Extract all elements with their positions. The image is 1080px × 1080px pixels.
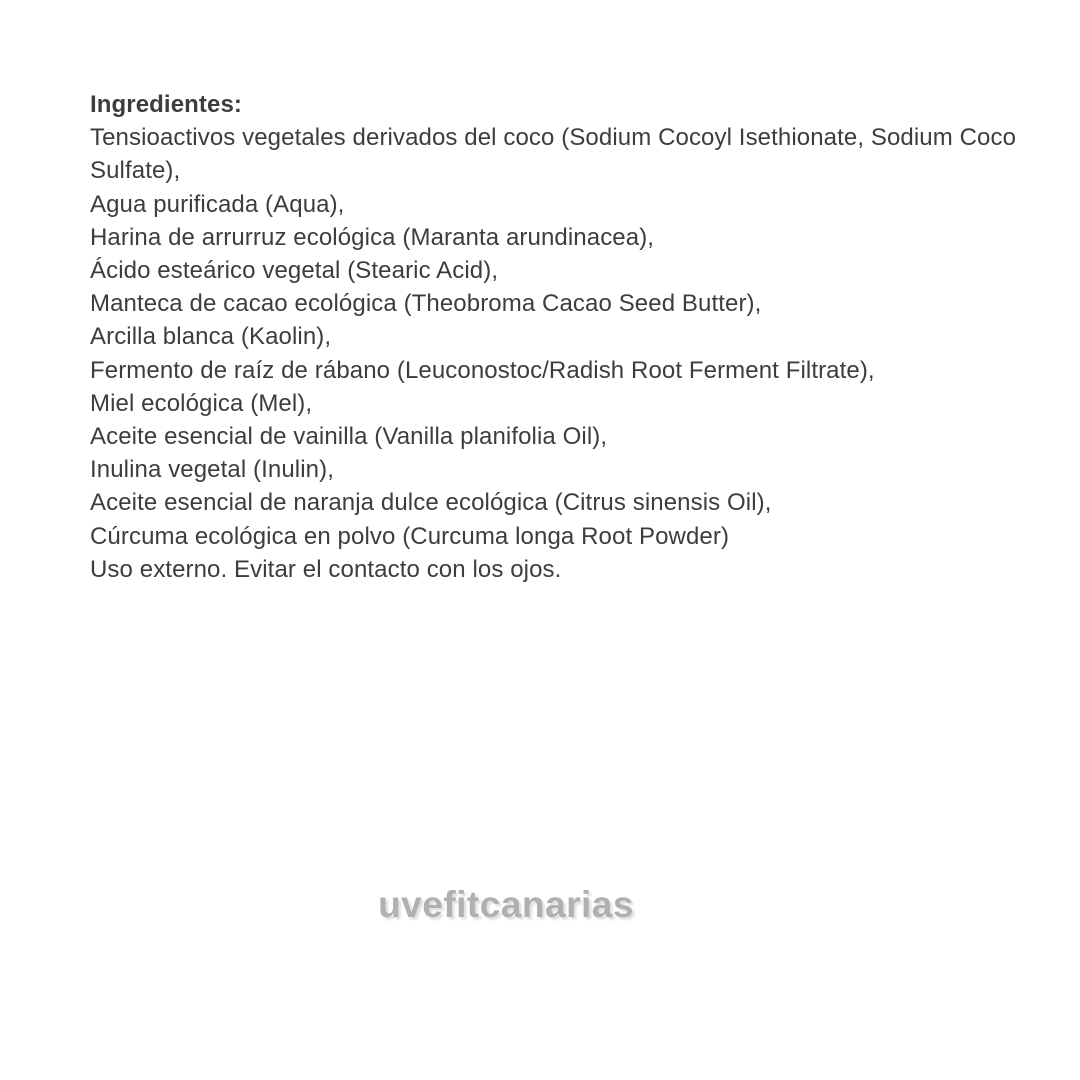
- ingredient-line: Uso externo. Evitar el contacto con los ojos.: [90, 555, 562, 583]
- ingredients-heading: Ingredientes:: [90, 91, 242, 118]
- ingredient-line: Aceite esencial de naranja dulce ecológica (Citrus sinensis Oil),: [90, 489, 772, 517]
- ingredient-line: Harina de arrurruz ecológica (Maranta arundinacea),: [90, 223, 655, 251]
- ingredient-line: Manteca de cacao ecológica (Theobroma Cacao Seed Butter),: [90, 290, 762, 318]
- ingredient-line: Agua purificada (Aqua),: [90, 190, 345, 218]
- ingredient-line: Fermento de raíz de rábano (Leuconostoc/Radish Root Ferment Filtrate),: [90, 356, 875, 384]
- ingredient-line: Sulfate),: [90, 157, 181, 185]
- watermark-text: uvefitcanarias: [378, 884, 634, 925]
- ingredients-list: [90, 88, 1035, 586]
- ingredient-line: Arcilla blanca (Kaolin),: [90, 323, 332, 351]
- ingredient-line: Miel ecológica (Mel),: [90, 389, 313, 417]
- ingredient-line: Tensioactivos vegetales derivados del coco (Sodium Cocoyl Isethionate, Sodium Coco: [90, 124, 1017, 152]
- ingredient-line: Aceite esencial de vainilla (Vanilla planifolia Oil),: [90, 423, 608, 451]
- ingredient-line: Inulina vegetal (Inulin),: [90, 456, 334, 484]
- ingredient-line: Ácido esteárico vegetal (Stearic Acid),: [90, 257, 499, 285]
- ingredient-line: Cúrcuma ecológica en polvo (Curcuma longa Root Powder): [90, 522, 730, 550]
